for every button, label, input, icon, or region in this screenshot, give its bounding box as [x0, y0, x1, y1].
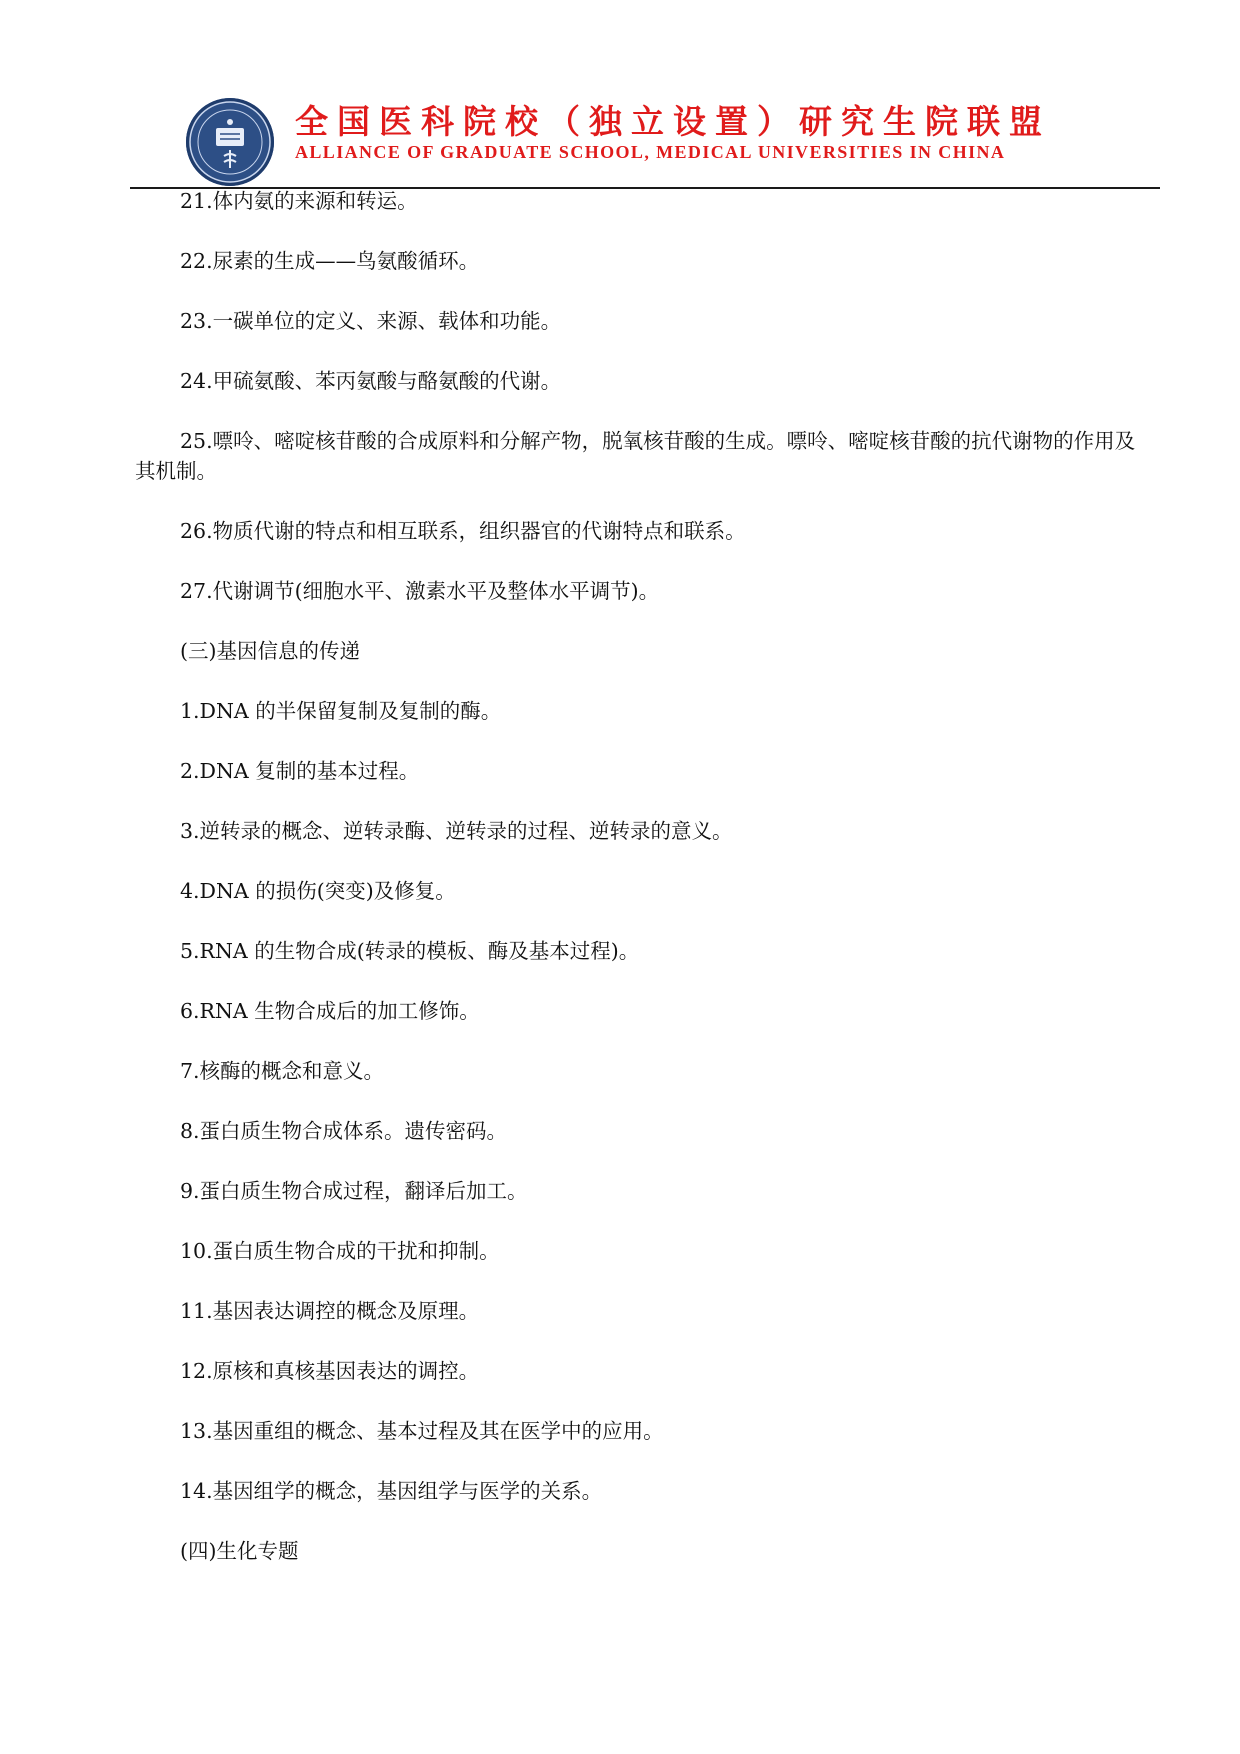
list-item: 24.甲硫氨酸、苯丙氨酸与酪氨酸的代谢。 [180, 369, 562, 393]
list-item: 13.基因重组的概念、基本过程及其在医学中的应用。 [180, 1419, 664, 1443]
list-item: 11.基因表达调控的概念及原理。 [180, 1299, 480, 1323]
list-item: 25.嘌呤、嘧啶核苷酸的合成原料和分解产物，脱氧核苷酸的生成。嘌呤、嘧啶核苷酸的抗代谢物的作用及其机制。 [135, 429, 1136, 483]
alliance-title-chinese: 全国医科院校（独立设置）研究生院联盟 [295, 102, 1051, 141]
list-item: 9.蛋白质生物合成过程，翻译后加工。 [180, 1179, 528, 1203]
list-item: 3.逆转录的概念、逆转录酶、逆转录的过程、逆转录的意义。 [180, 819, 733, 843]
list-item: 21.体内氨的来源和转运。 [180, 189, 418, 213]
list-item: 4.DNA 的损伤(突变)及修复。 [180, 879, 456, 903]
list-item: 12.原核和真核基因表达的调控。 [180, 1359, 480, 1383]
list-item: 1.DNA 的半保留复制及复制的酶。 [180, 699, 502, 723]
list-item: 5.RNA 的生物合成(转录的模板、酶及基本过程)。 [180, 939, 640, 963]
list-item: 6.RNA 生物合成后的加工修饰。 [180, 999, 480, 1023]
alliance-title-english: ALLIANCE OF GRADUATE SCHOOL, MEDICAL UNIVERSITIES IN CHINA [295, 142, 1006, 162]
section-heading: (四)生化专题 [180, 1539, 299, 1563]
page-header [130, 90, 1160, 190]
list-item: 14.基因组学的概念，基因组学与医学的关系。 [180, 1479, 603, 1503]
list-item: 22.尿素的生成——鸟氨酸循环。 [180, 249, 480, 273]
list-item: 10.蛋白质生物合成的干扰和抑制。 [180, 1239, 500, 1263]
list-item: 8.蛋白质生物合成体系。遗传密码。 [180, 1119, 508, 1143]
syllabus-list [135, 186, 1145, 1596]
list-item: 2.DNA 复制的基本过程。 [180, 759, 420, 783]
list-item: 26.物质代谢的特点和相互联系，组织器官的代谢特点和联系。 [180, 519, 746, 543]
list-item: 7.核酶的概念和意义。 [180, 1059, 385, 1083]
section-heading: (三)基因信息的传递 [180, 639, 360, 663]
list-item: 23.一碳单位的定义、来源、载体和功能。 [180, 309, 562, 333]
alliance-seal-icon [186, 98, 274, 186]
list-item: 27.代谢调节(细胞水平、激素水平及整体水平调节)。 [180, 579, 660, 603]
